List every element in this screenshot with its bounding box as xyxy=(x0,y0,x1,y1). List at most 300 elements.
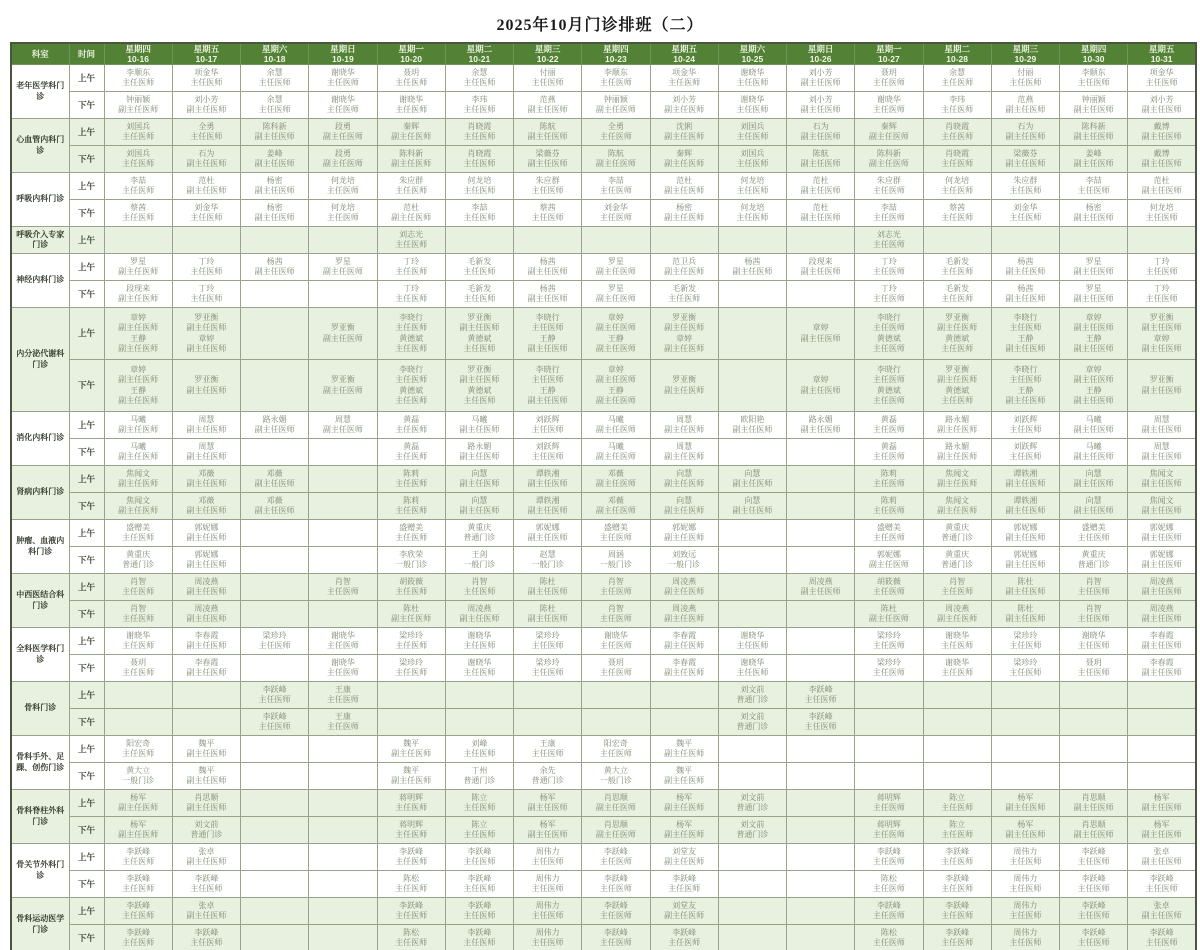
doctor-title: 副主任医师 xyxy=(322,385,363,395)
doctor-title: 主任医师 xyxy=(122,159,155,169)
doctor-name: 刘小芳 xyxy=(194,94,219,104)
schedule-cell xyxy=(855,763,923,790)
doctor-title: 副主任医师 xyxy=(1005,614,1046,624)
day-header xyxy=(1128,43,1196,65)
department-cell: 心血管内科门诊 xyxy=(11,119,69,173)
schedule-cell xyxy=(650,628,718,655)
doctor-name: 毛新发 xyxy=(467,256,492,266)
doctor-title: 副主任医师 xyxy=(186,803,227,813)
doctor-title: 副主任医师 xyxy=(1005,479,1046,489)
table-row xyxy=(11,682,1196,709)
schedule-cell xyxy=(104,655,172,682)
schedule-cell xyxy=(1128,736,1196,763)
doctor-title: 副主任医师 xyxy=(527,614,568,624)
day-header xyxy=(855,43,923,65)
table-row xyxy=(11,520,1196,547)
date-label: 10-30 xyxy=(1082,54,1105,65)
doctor-title: 主任医师 xyxy=(531,641,564,651)
doctor-name: 刘小芳 xyxy=(808,94,833,104)
doctor-name: 陈莉 xyxy=(880,495,897,505)
doctor-title: 副主任医师 xyxy=(1141,614,1182,624)
schedule-cell xyxy=(1128,925,1196,950)
doctor-title: 主任医师 xyxy=(122,749,155,759)
doctor-name: 肖晓霞 xyxy=(945,148,970,158)
schedule-cell xyxy=(309,520,377,547)
schedule-cell xyxy=(650,682,718,709)
doctor-name: 李喆 xyxy=(471,202,488,212)
schedule-cell xyxy=(104,763,172,790)
schedule-cell xyxy=(718,574,786,601)
doctor-title: 副主任医师 xyxy=(118,506,159,516)
doctor-title: 主任医师 xyxy=(736,641,769,651)
schedule-cell xyxy=(309,574,377,601)
doctor-name: 李跃峰 xyxy=(467,846,492,856)
doctor-title: 副主任医师 xyxy=(1141,533,1182,543)
weekday-label: 星期六 xyxy=(739,44,766,54)
schedule-cell xyxy=(650,439,718,466)
doctor-name: 周凌燕 xyxy=(1149,576,1174,586)
doctor-name: 李玮 xyxy=(949,94,966,104)
doctor-name: 焦闻文 xyxy=(126,495,151,505)
doctor-name: 秦辉 xyxy=(676,148,693,158)
department-cell: 肾病内科门诊 xyxy=(11,466,69,520)
schedule-cell xyxy=(309,628,377,655)
doctor-name: 蔡茜 xyxy=(130,202,147,212)
doctor-name: 杨军 xyxy=(130,792,147,802)
weekday-label: 星期一 xyxy=(398,44,424,54)
doctor-name: 李跃峰 xyxy=(399,846,424,856)
table-row xyxy=(11,601,1196,628)
schedule-cell xyxy=(445,871,513,898)
doctor-name: 周伟力 xyxy=(1013,846,1038,856)
department-cell: 肿瘤、血液内科门诊 xyxy=(11,520,69,574)
doctor-title: 主任医师 xyxy=(872,186,905,196)
doctor-name: 肖智 xyxy=(130,603,147,613)
schedule-cell xyxy=(582,601,650,628)
schedule-cell xyxy=(991,254,1059,281)
schedule-cell xyxy=(514,763,582,790)
doctor-title: 主任医师 xyxy=(599,186,632,196)
doctor-title: 主任医师 xyxy=(1077,938,1110,948)
doctor-name: 蒋明辉 xyxy=(876,819,901,829)
doctor-title: 主任医师 xyxy=(941,938,974,948)
schedule-cell xyxy=(650,92,718,119)
doctor-title: 副主任医师 xyxy=(664,323,705,333)
doctor-name: 向慧 xyxy=(471,468,488,478)
doctor-title: 副主任医师 xyxy=(937,452,978,462)
table-row xyxy=(11,817,1196,844)
doctor-name: 罗亚衡 xyxy=(672,313,697,323)
doctor-title: 一般门诊 xyxy=(122,776,155,786)
doctor-name: 肖晓霞 xyxy=(945,121,970,131)
doctor-title: 副主任医师 xyxy=(1073,323,1114,333)
doctor-name: 章婷 xyxy=(198,333,215,343)
doctor-name: 胡筱薇 xyxy=(399,576,424,586)
doctor-title: 主任医师 xyxy=(599,641,632,651)
doctor-name: 罗亚衡 xyxy=(194,375,219,385)
schedule-cell xyxy=(787,817,855,844)
schedule-cell xyxy=(650,65,718,92)
doctor-name: 梁珍玲 xyxy=(399,657,424,667)
doctor-name: 秦辉 xyxy=(880,121,897,131)
schedule-cell xyxy=(787,844,855,871)
doctor-name: 聂玥 xyxy=(403,67,420,77)
time-cell: 下午 xyxy=(69,547,104,574)
doctor-name: 李晓行 xyxy=(876,365,901,375)
schedule-cell xyxy=(650,466,718,493)
doctor-title: 副主任医师 xyxy=(1073,425,1114,435)
schedule-cell xyxy=(718,254,786,281)
schedule-cell xyxy=(104,412,172,439)
schedule-cell xyxy=(1060,520,1128,547)
schedule-cell xyxy=(991,65,1059,92)
doctor-name: 李跃峰 xyxy=(399,900,424,910)
department-cell: 神经内科门诊 xyxy=(11,254,69,308)
doctor-name: 丁玲 xyxy=(198,256,215,266)
schedule-cell xyxy=(1128,412,1196,439)
doctor-name: 毛新发 xyxy=(467,283,492,293)
doctor-name: 黄德斌 xyxy=(399,385,424,395)
time-cell: 上午 xyxy=(69,844,104,871)
schedule-cell xyxy=(718,844,786,871)
doctor-name: 周凌燕 xyxy=(808,576,833,586)
schedule-cell xyxy=(1128,898,1196,925)
doctor-name: 李喆 xyxy=(130,175,147,185)
doctor-title: 主任医师 xyxy=(1077,884,1110,894)
schedule-cell xyxy=(172,925,240,950)
doctor-name: 黄大立 xyxy=(603,765,628,775)
doctor-name: 张卓 xyxy=(1153,900,1170,910)
doctor-name: 路永媚 xyxy=(945,414,970,424)
schedule-cell xyxy=(923,200,991,227)
schedule-cell xyxy=(1128,655,1196,682)
schedule-cell xyxy=(923,601,991,628)
doctor-name: 章婷 xyxy=(812,323,829,333)
doctor-title: 副主任医师 xyxy=(459,375,500,385)
schedule-cell xyxy=(991,601,1059,628)
doctor-name: 肖思顺 xyxy=(194,792,219,802)
doctor-title: 副主任医师 xyxy=(664,344,705,354)
doctor-title: 副主任医师 xyxy=(664,186,705,196)
time-cell: 下午 xyxy=(69,493,104,520)
schedule-cell xyxy=(445,281,513,308)
schedule-cell xyxy=(787,466,855,493)
schedule-cell xyxy=(514,360,582,412)
schedule-cell xyxy=(855,439,923,466)
doctor-name: 刘志光 xyxy=(399,229,424,239)
doctor-title: 主任医师 xyxy=(941,344,974,354)
doctor-title: 主任医师 xyxy=(395,506,428,516)
doctor-name: 李跃峰 xyxy=(1081,927,1106,937)
doctor-title: 主任医师 xyxy=(1077,857,1110,867)
doctor-name: 肖智 xyxy=(334,576,351,586)
schedule-cell xyxy=(1060,547,1128,574)
doctor-name: 魏平 xyxy=(403,738,420,748)
schedule-cell xyxy=(309,412,377,439)
doctor-name: 石为 xyxy=(812,121,829,131)
schedule-cell xyxy=(514,574,582,601)
doctor-name: 李喆 xyxy=(1085,175,1102,185)
doctor-title: 副主任医师 xyxy=(595,344,636,354)
schedule-cell xyxy=(514,146,582,173)
day-header xyxy=(377,43,445,65)
doctor-name: 罗星 xyxy=(607,283,624,293)
schedule-cell xyxy=(991,682,1059,709)
schedule-cell xyxy=(650,281,718,308)
schedule-cell xyxy=(172,493,240,520)
doctor-name: 阳宏奇 xyxy=(126,738,151,748)
schedule-cell xyxy=(582,360,650,412)
doctor-name: 王静 xyxy=(539,385,556,395)
doctor-name: 向慧 xyxy=(1085,495,1102,505)
schedule-cell xyxy=(923,360,991,412)
schedule-cell xyxy=(718,466,786,493)
schedule-cell xyxy=(1128,844,1196,871)
page-title: 2025年10月门诊排班（二） xyxy=(496,17,704,34)
doctor-title: 主任医师 xyxy=(326,668,359,678)
doctor-title: 副主任医师 xyxy=(391,132,432,142)
doctor-name: 罗亚衡 xyxy=(467,313,492,323)
doctor-name: 李晓行 xyxy=(399,365,424,375)
schedule-cell xyxy=(104,628,172,655)
department-cell: 全科医学科门诊 xyxy=(11,628,69,682)
doctor-title: 副主任医师 xyxy=(595,506,636,516)
doctor-name: 黄重庆 xyxy=(945,549,970,559)
schedule-cell xyxy=(787,146,855,173)
schedule-cell xyxy=(923,65,991,92)
doctor-name: 陈松 xyxy=(880,873,897,883)
doctor-name: 郭妮娜 xyxy=(672,522,697,532)
doctor-name: 梁珍玲 xyxy=(1013,630,1038,640)
schedule-cell xyxy=(991,520,1059,547)
doctor-title: 主任医师 xyxy=(872,267,905,277)
time-cell: 上午 xyxy=(69,790,104,817)
doctor-name: 刘致远 xyxy=(672,549,697,559)
doctor-title: 主任医师 xyxy=(1145,884,1178,894)
schedule-cell xyxy=(104,844,172,871)
doctor-name: 马曦 xyxy=(607,441,624,451)
schedule-cell xyxy=(514,254,582,281)
doctor-title: 主任医师 xyxy=(941,78,974,88)
table-body xyxy=(11,65,1196,950)
doctor-name: 向慧 xyxy=(744,468,761,478)
schedule-cell xyxy=(309,92,377,119)
schedule-cell xyxy=(241,628,309,655)
schedule-cell xyxy=(172,65,240,92)
doctor-name: 刘跃辉 xyxy=(535,414,560,424)
doctor-title: 副主任医师 xyxy=(1005,294,1046,304)
doctor-title: 副主任医师 xyxy=(800,385,841,395)
doctor-title: 普通门诊 xyxy=(531,776,564,786)
doctor-title: 主任医师 xyxy=(122,132,155,142)
doctor-name: 黄磊 xyxy=(880,414,897,424)
time-cell: 上午 xyxy=(69,466,104,493)
schedule-cell xyxy=(650,254,718,281)
schedule-cell xyxy=(787,412,855,439)
doctor-name: 周凌燕 xyxy=(194,576,219,586)
doctor-title: 普通门诊 xyxy=(190,830,223,840)
doctor-title: 主任医师 xyxy=(531,884,564,894)
date-label: 10-23 xyxy=(605,54,627,65)
doctor-title: 主任医师 xyxy=(872,213,905,223)
schedule-cell xyxy=(241,655,309,682)
doctor-title: 主任医师 xyxy=(463,938,496,948)
doctor-name: 邓薇 xyxy=(266,468,283,478)
doctor-title: 一般门诊 xyxy=(599,560,632,570)
doctor-name: 毛新发 xyxy=(945,283,970,293)
doctor-name: 李跃峰 xyxy=(876,846,901,856)
time-cell: 上午 xyxy=(69,308,104,360)
doctor-title: 主任医师 xyxy=(1009,668,1042,678)
doctor-title: 主任医师 xyxy=(395,830,428,840)
time-cell: 下午 xyxy=(69,439,104,466)
time-cell: 下午 xyxy=(69,925,104,950)
schedule-cell xyxy=(855,736,923,763)
schedule-cell xyxy=(1060,844,1128,871)
schedule-cell xyxy=(309,466,377,493)
schedule-cell xyxy=(923,709,991,736)
doctor-title: 主任医师 xyxy=(668,884,701,894)
schedule-cell xyxy=(1128,308,1196,360)
weekday-label: 星期一 xyxy=(876,44,902,54)
doctor-title: 副主任医师 xyxy=(664,506,705,516)
doctor-title: 副主任医师 xyxy=(527,479,568,489)
doctor-title: 副主任医师 xyxy=(1141,911,1182,921)
department-cell: 骨科运动医学门诊 xyxy=(11,898,69,950)
schedule-cell xyxy=(445,763,513,790)
schedule-cell xyxy=(377,360,445,412)
schedule-cell xyxy=(1060,682,1128,709)
schedule-cell xyxy=(241,898,309,925)
doctor-name: 王康 xyxy=(539,738,556,748)
schedule-cell xyxy=(1128,547,1196,574)
doctor-title: 副主任医师 xyxy=(1141,425,1182,435)
doctor-name: 王康 xyxy=(334,684,351,694)
doctor-title: 副主任医师 xyxy=(664,533,705,543)
schedule-cell xyxy=(991,817,1059,844)
schedule-cell xyxy=(718,146,786,173)
doctor-name: 罗亚衡 xyxy=(467,365,492,375)
doctor-name: 李跃峰 xyxy=(603,873,628,883)
doctor-title: 主任医师 xyxy=(258,641,291,651)
doctor-title: 主任医师 xyxy=(190,132,223,142)
day-header xyxy=(172,43,240,65)
doctor-title: 主任医师 xyxy=(872,375,905,385)
schedule-cell xyxy=(855,844,923,871)
doctor-name: 李跃峰 xyxy=(808,711,833,721)
doctor-name: 魏平 xyxy=(676,738,693,748)
doctor-name: 李跃峰 xyxy=(467,927,492,937)
schedule-cell xyxy=(582,925,650,950)
doctor-title: 副主任医师 xyxy=(1141,323,1182,333)
day-header xyxy=(241,43,309,65)
doctor-title: 主任医师 xyxy=(872,240,905,250)
doctor-title: 一般门诊 xyxy=(531,560,564,570)
day-header xyxy=(650,43,718,65)
schedule-cell xyxy=(514,227,582,254)
schedule-cell xyxy=(1060,65,1128,92)
schedule-cell xyxy=(104,736,172,763)
schedule-cell xyxy=(445,628,513,655)
doctor-name: 丁玲 xyxy=(198,283,215,293)
doctor-title: 主任医师 xyxy=(395,641,428,651)
doctor-title: 副主任医师 xyxy=(527,830,568,840)
schedule-cell xyxy=(377,790,445,817)
schedule-cell xyxy=(104,601,172,628)
schedule-cell xyxy=(514,439,582,466)
schedule-cell xyxy=(582,412,650,439)
doctor-name: 丁玲 xyxy=(1153,256,1170,266)
doctor-title: 主任医师 xyxy=(395,884,428,894)
schedule-cell xyxy=(923,574,991,601)
doctor-title: 副主任医师 xyxy=(1005,267,1046,277)
doctor-name: 邓薇 xyxy=(266,495,283,505)
doctor-title: 副主任医师 xyxy=(595,323,636,333)
schedule-cell xyxy=(1060,493,1128,520)
table-row xyxy=(11,844,1196,871)
doctor-title: 主任医师 xyxy=(395,294,428,304)
schedule-cell xyxy=(104,439,172,466)
schedule-cell xyxy=(718,925,786,950)
doctor-title: 副主任医师 xyxy=(186,614,227,624)
doctor-title: 副主任医师 xyxy=(186,344,227,354)
doctor-name: 李玮 xyxy=(471,94,488,104)
doctor-name: 余先 xyxy=(539,765,556,775)
schedule-cell xyxy=(650,871,718,898)
schedule-cell xyxy=(718,682,786,709)
schedule-cell xyxy=(582,466,650,493)
doctor-name: 王剑 xyxy=(471,549,488,559)
doctor-name: 焦闻文 xyxy=(1149,495,1174,505)
schedule-cell xyxy=(514,601,582,628)
table-row xyxy=(11,871,1196,898)
doctor-title: 副主任医师 xyxy=(595,803,636,813)
schedule-cell xyxy=(309,898,377,925)
schedule-cell xyxy=(309,281,377,308)
doctor-title: 主任医师 xyxy=(1145,213,1178,223)
department-cell: 内分泌代谢科门诊 xyxy=(11,308,69,412)
doctor-name: 焦闻文 xyxy=(945,495,970,505)
schedule-cell xyxy=(377,763,445,790)
day-header xyxy=(923,43,991,65)
doctor-name: 肖晓霞 xyxy=(467,148,492,158)
doctor-title: 主任医师 xyxy=(941,186,974,196)
doctor-title: 主任医师 xyxy=(941,294,974,304)
doctor-title: 主任医师 xyxy=(941,857,974,867)
doctor-name: 马曦 xyxy=(1085,441,1102,451)
schedule-cell xyxy=(377,628,445,655)
schedule-cell xyxy=(787,601,855,628)
doctor-title: 主任医师 xyxy=(872,668,905,678)
schedule-cell xyxy=(650,227,718,254)
doctor-name: 刘金华 xyxy=(1013,202,1038,212)
day-header xyxy=(582,43,650,65)
schedule-cell xyxy=(582,898,650,925)
doctor-title: 主任医师 xyxy=(1077,587,1110,597)
schedule-cell xyxy=(514,173,582,200)
schedule-cell xyxy=(650,601,718,628)
doctor-title: 主任医师 xyxy=(463,344,496,354)
schedule-cell xyxy=(991,412,1059,439)
doctor-name: 陈莉 xyxy=(403,468,420,478)
doctor-name: 李跃峰 xyxy=(1081,846,1106,856)
schedule-cell xyxy=(377,871,445,898)
doctor-title: 副主任医师 xyxy=(595,425,636,435)
doctor-name: 李晓行 xyxy=(1013,313,1038,323)
schedule-cell xyxy=(923,682,991,709)
doctor-title: 主任医师 xyxy=(1009,884,1042,894)
schedule-cell xyxy=(1060,308,1128,360)
